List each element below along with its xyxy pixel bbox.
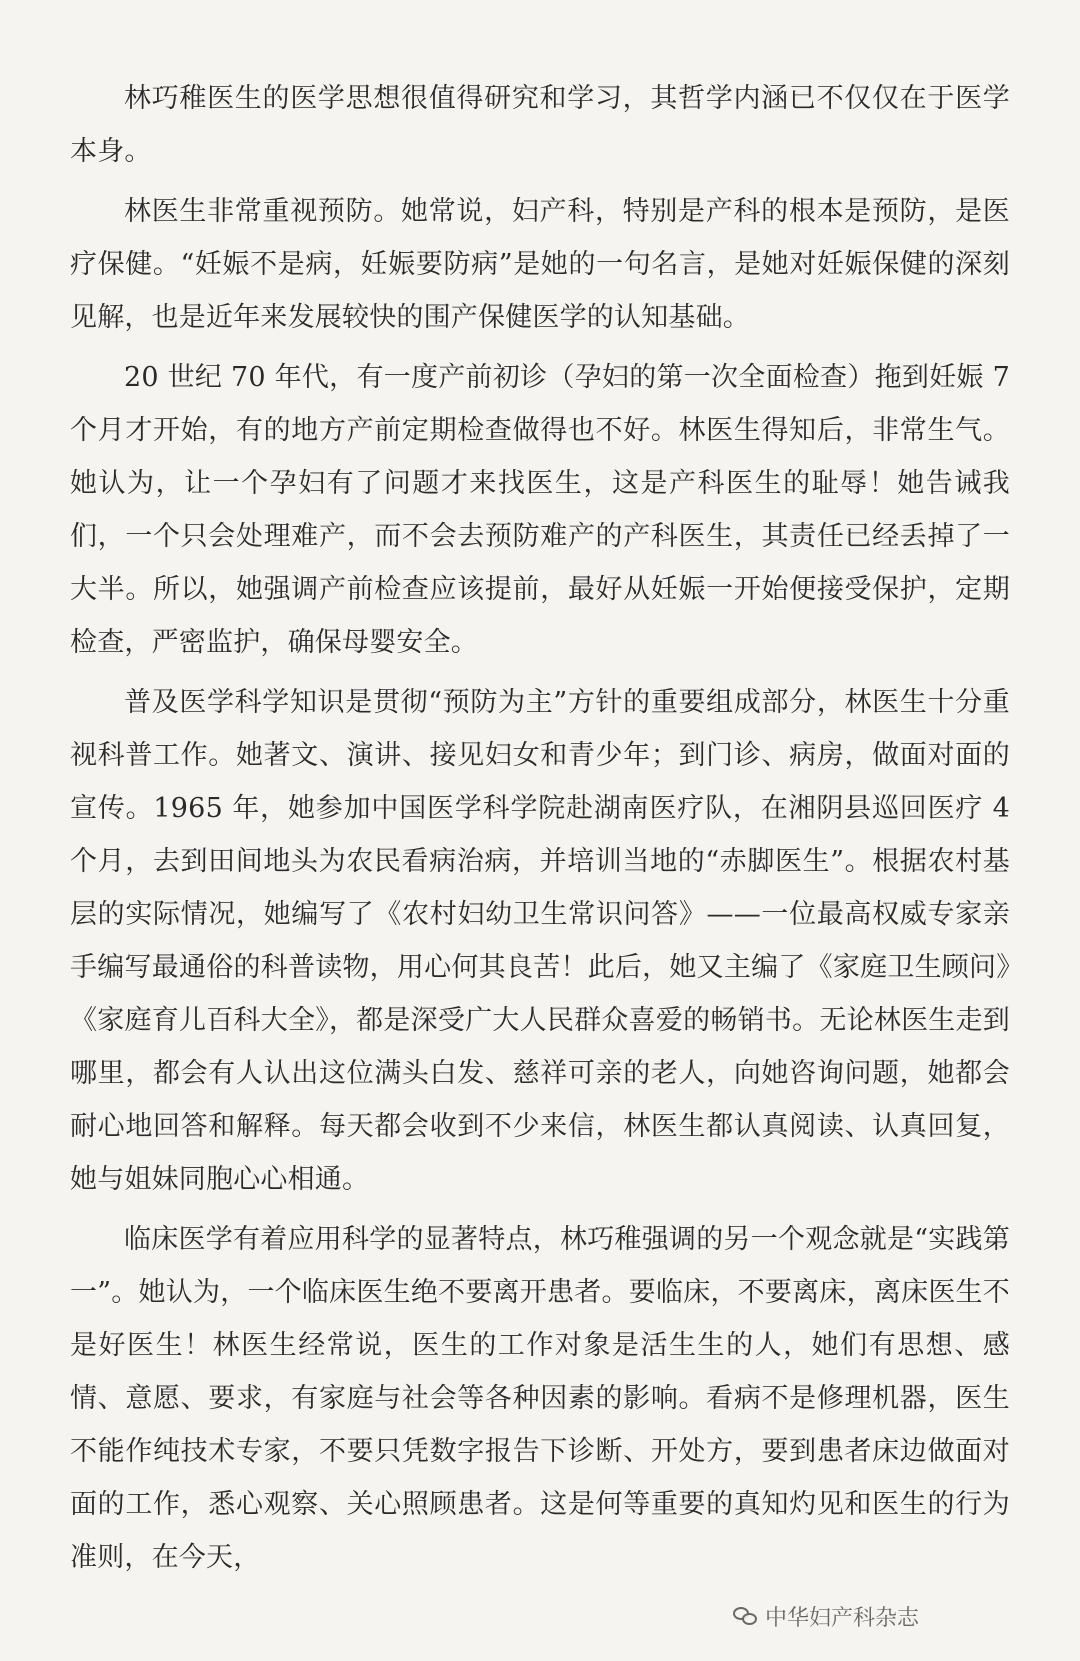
paragraph: 20 世纪 70 年代，有一度产前初诊（孕妇的第一次全面检查）拖到妊娠 7 个月才开始，有的地方产前定期检查做得也不好。林医生得知后，非常生气。她认为，让一个孕妇有了问题才来找医生，这是产科医生的耻辱！她告诫我们，一个只会处理难产，而不会去预防难产的产科医生，其责任已经丢掉了一大半。所以，她强调产前检查应该提前，最好从妊娠一开始便接受保护，定期检查，严密监护，确保母婴安全。 <box>70 362 1010 658</box>
wechat-watermark <box>727 1594 925 1638</box>
paragraph: 临床医学有着应用科学的显著特点，林巧稚强调的另一个观念就是“实践第一”。她认为，一个临床医生绝不要离开患者。要临床，不要离床，离床医生不是好医生！林医生经常说，医生的工作对象是活生生的人，她们有思想、感情、意愿、要求，有家庭与社会等各种因素的影响。看病不是修理机器，医生不能作纯技术专家，不要只凭数字报告下诊断、开处方，要到患者床边做面对面的工作，悉心观察、关心照顾患者。这是何等重要的真知灼见和医生的行为准则，在今天， <box>70 1224 1010 1573</box>
watermark-text: 中华妇产科杂志 <box>765 1605 920 1631</box>
wechat-icon <box>733 1605 759 1627</box>
article-body <box>70 72 1010 1591</box>
paragraph: 林医生非常重视预防。她常说，妇产科，特别是产科的根本是预防，是医疗保健。“妊娠不是病，妊娠要防病”是她的一句名言，是她对妊娠保健的深刻见解，也是近年来发展较快的围产保健医学的认知基础。 <box>70 196 1010 333</box>
paragraph: 林巧稚医生的医学思想很值得研究和学习，其哲学内涵已不仅仅在于医学本身。 <box>70 83 1010 167</box>
paragraph: 普及医学科学知识是贯彻“预防为主”方针的重要组成部分，林医生十分重视科普工作。她著文、演讲、接见妇女和青少年；到门诊、病房，做面对面的宣传。1965 年，她参加中国医学科学院赴湖南医疗队，在湘阴县巡回医疗 4 个月，去到田间地头为农民看病治病，并培训当地的“赤脚医生”。根据农村基层的实际情况，她编写了《农村妇幼卫生常识问答》——一位最高权威专家亲手编写最通俗的科普读物，用心何其良苦！此后，她又主编了《家庭卫生顾问》《家庭育儿百科大全》，都是深受广大人民群众喜爱的畅销书。无论林医生走到哪里，都会有人认出这位满头白发、慈祥可亲的老人，向她咨询问题，她都会耐心地回答和解释。每天都会收到不少来信，林医生都认真阅读、认真回复，她与姐妹同胞心心相通。 <box>70 687 1010 1195</box>
